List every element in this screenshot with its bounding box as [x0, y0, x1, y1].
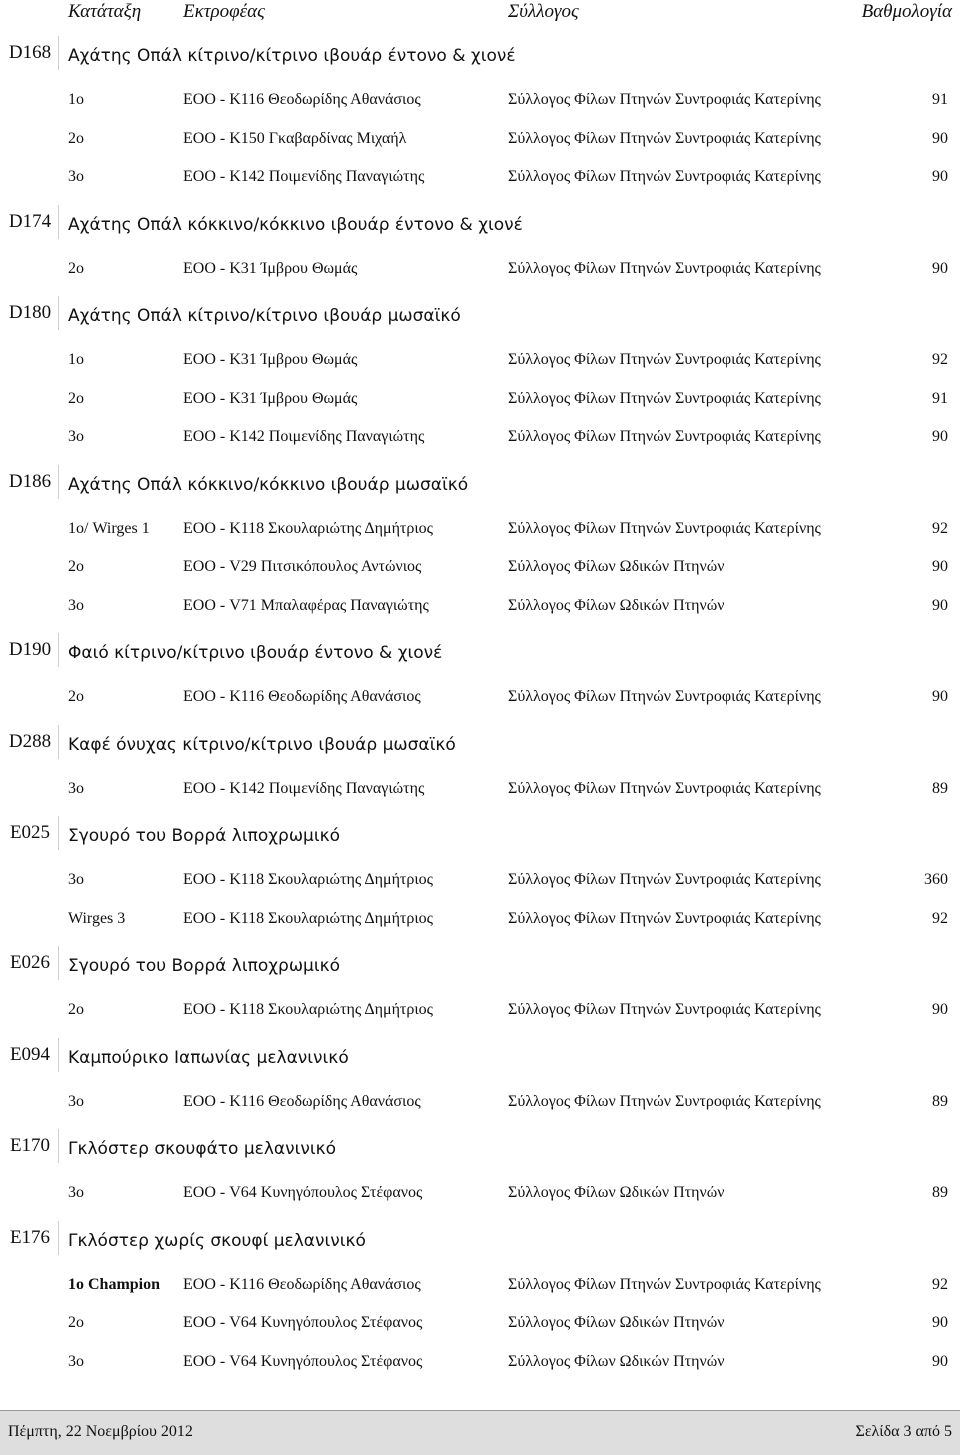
breeder-cell: ΕΟΟ - V64 Κυνηγόπουλος Στέφανος	[183, 1352, 423, 1370]
club-cell: Σύλλογος Φίλων Πτηνών Συντροφιάς Κατερίνης	[508, 871, 821, 888]
breeder-cell: ΕΟΟ - Κ116 Θεοδωρίδης Αθανάσιος	[183, 1092, 421, 1110]
result-row	[0, 901, 960, 940]
score-cell: 91	[932, 389, 948, 407]
club-cell: Σύλλογος Φίλων Πτηνών Συντροφιάς Κατερίνης	[508, 91, 821, 108]
score-cell: 92	[932, 519, 948, 537]
category-title: Φαιό κίτρινο/κίτρινο ιβουάρ έντονο & χιονέ	[68, 643, 443, 663]
club-cell: Σύλλογος Φίλων Πτηνών Συντροφιάς Κατερίνης	[508, 1275, 821, 1293]
result-row	[0, 511, 960, 550]
category-code: D186	[2, 465, 59, 499]
category-header	[0, 1129, 960, 1175]
score-cell: 91	[932, 91, 948, 108]
score-cell: 92	[932, 351, 948, 368]
breeder-cell: ΕΟΟ - V64 Κυνηγόπουλος Στέφανος	[183, 1184, 423, 1201]
breeder-cell: ΕΟΟ - Κ118 Σκουλαριώτης Δημήτριος	[183, 519, 433, 537]
club-cell: Σύλλογος Φίλων Πτηνών Συντροφιάς Κατερίνης	[508, 351, 821, 368]
club-cell: Σύλλογος Φίλων Πτηνών Συντροφιάς Κατερίνης	[508, 129, 821, 147]
result-row	[0, 771, 960, 810]
place-cell: 3ο	[68, 1184, 84, 1201]
club-cell: Σύλλογος Φίλων Πτηνών Συντροφιάς Κατερίνης	[508, 779, 821, 797]
result-row	[0, 1344, 960, 1383]
result-row	[0, 381, 960, 420]
place-cell: 2ο	[68, 558, 84, 575]
score-cell: 89	[932, 1184, 948, 1201]
category-title: Αχάτης Οπάλ κόκκινο/κόκκινο ιβουάρ έντονο & χιονέ	[68, 214, 523, 235]
category-header	[0, 816, 960, 862]
category-header	[0, 465, 960, 511]
breeder-cell: ΕΟΟ - Κ118 Σκουλαριώτης Δημήτριος	[183, 871, 433, 888]
club-cell: Σύλλογος Φίλων Πτηνών Συντροφιάς Κατερίνης	[508, 909, 821, 927]
place-cell: 2ο	[68, 1314, 84, 1331]
category-title: Αχάτης Οπάλ κόκκινο/κόκκινο ιβουάρ μωσαϊκό	[68, 474, 469, 495]
score-cell: 89	[932, 779, 948, 797]
category-title: Σγουρό του Βορρά λιποχρωμικό	[68, 956, 341, 976]
category-code: E025	[2, 816, 59, 850]
category-section	[0, 296, 960, 458]
club-cell: Σύλλογος Φίλων Πτηνών Συντροφιάς Κατερίνης	[508, 1001, 821, 1018]
place-cell: 2ο	[68, 688, 84, 705]
breeder-cell: ΕΟΟ - Κ116 Θεοδωρίδης Αθανάσιος	[183, 91, 421, 108]
result-row	[0, 679, 960, 718]
score-cell: 92	[932, 1275, 948, 1293]
category-section	[0, 205, 960, 290]
result-row	[0, 1175, 960, 1214]
breeder-cell: ΕΟΟ - V71 Μπαλαφέρας Παναγιώτης	[183, 596, 429, 614]
category-title: Αχάτης Οπάλ κίτρινο/κίτρινο ιβουάρ μωσαϊκό	[68, 306, 461, 326]
category-section	[0, 1038, 960, 1123]
category-code: D288	[2, 725, 59, 759]
place-cell: 3ο	[68, 428, 84, 445]
category-code: E026	[2, 946, 59, 980]
category-section	[0, 633, 960, 718]
club-cell: Σύλλογος Φίλων Ωδικών Πτηνών	[508, 1314, 725, 1331]
place-cell: 2ο	[68, 259, 84, 277]
place-cell: 3ο	[68, 871, 84, 888]
category-code: D180	[2, 296, 59, 330]
category-header	[0, 633, 960, 679]
result-row	[0, 82, 960, 121]
result-row	[0, 251, 960, 290]
score-cell: 90	[932, 129, 948, 147]
breeder-cell: ΕΟΟ - Κ116 Θεοδωρίδης Αθανάσιος	[183, 1275, 421, 1293]
score-cell: 90	[932, 259, 948, 277]
result-row	[0, 159, 960, 198]
score-cell: 90	[932, 428, 948, 445]
category-section	[0, 725, 960, 810]
category-section	[0, 1129, 960, 1214]
category-title: Καμπούρικο Ιαπωνίας μελανινικό	[68, 1047, 349, 1068]
club-cell: Σύλλογος Φίλων Πτηνών Συντροφιάς Κατερίνης	[508, 428, 821, 445]
category-header	[0, 946, 960, 992]
breeder-cell: ΕΟΟ - V64 Κυνηγόπουλος Στέφανος	[183, 1314, 423, 1331]
category-section	[0, 36, 960, 198]
club-cell: Σύλλογος Φίλων Πτηνών Συντροφιάς Κατερίνης	[508, 519, 821, 537]
score-cell: 90	[932, 558, 948, 575]
score-cell: 90	[932, 1314, 948, 1331]
result-row	[0, 419, 960, 458]
category-header	[0, 36, 960, 82]
header-breeder: Εκτροφέας	[183, 1, 265, 22]
results-list	[0, 36, 960, 1382]
club-cell: Σύλλογος Φίλων Πτηνών Συντροφιάς Κατερίνης	[508, 688, 821, 705]
category-title: Γκλόστερ σκουφάτο μελανινικό	[68, 1139, 337, 1159]
category-title: Αχάτης Οπάλ κίτρινο/κίτρινο ιβουάρ έντονο & χιονέ	[68, 46, 516, 66]
place-cell: 3ο	[68, 168, 84, 185]
category-code: D190	[2, 633, 59, 667]
breeder-cell: ΕΟΟ - Κ142 Ποιμενίδης Παναγιώτης	[183, 779, 425, 797]
breeder-cell: ΕΟΟ - V29 Πιτσικόπουλος Αντώνιος	[183, 558, 422, 575]
place-cell: 3ο	[68, 1092, 84, 1110]
club-cell: Σύλλογος Φίλων Πτηνών Συντροφιάς Κατερίνης	[508, 1092, 821, 1110]
place-cell: Wirges 3	[68, 909, 126, 927]
place-cell: 1ο	[68, 91, 84, 108]
place-cell: 1ο Champion	[68, 1275, 161, 1293]
score-cell: 90	[932, 1352, 948, 1370]
page-footer	[0, 1410, 960, 1455]
club-cell: Σύλλογος Φίλων Ωδικών Πτηνών	[508, 1184, 725, 1201]
category-header	[0, 296, 960, 342]
score-cell: 90	[932, 1001, 948, 1018]
breeder-cell: ΕΟΟ - Κ118 Σκουλαριώτης Δημήτριος	[183, 909, 433, 927]
category-title: Γκλόστερ χωρίς σκουφί μελανινικό	[68, 1230, 366, 1251]
category-section	[0, 1221, 960, 1383]
category-code: D174	[2, 205, 59, 239]
category-header	[0, 1221, 960, 1267]
category-header	[0, 725, 960, 771]
breeder-cell: ΕΟΟ - Κ142 Ποιμενίδης Παναγιώτης	[183, 428, 425, 445]
place-cell: 1ο	[68, 351, 84, 368]
club-cell: Σύλλογος Φίλων Πτηνών Συντροφιάς Κατερίνης	[508, 168, 821, 185]
header-club: Σύλλογος	[508, 1, 579, 22]
result-row	[0, 1084, 960, 1123]
result-row	[0, 1267, 960, 1306]
category-code: E094	[2, 1038, 59, 1072]
result-row	[0, 342, 960, 381]
result-row	[0, 862, 960, 901]
result-row	[0, 1305, 960, 1344]
category-section	[0, 946, 960, 1031]
breeder-cell: ΕΟΟ - Κ142 Ποιμενίδης Παναγιώτης	[183, 168, 425, 185]
place-cell: 2ο	[68, 389, 84, 407]
breeder-cell: ΕΟΟ - Κ116 Θεοδωρίδης Αθανάσιος	[183, 688, 421, 705]
place-cell: 3ο	[68, 779, 84, 797]
category-code: E176	[2, 1221, 59, 1255]
column-header	[0, 0, 960, 26]
category-header	[0, 205, 960, 251]
category-header	[0, 1038, 960, 1084]
score-cell: 92	[932, 909, 948, 927]
club-cell: Σύλλογος Φίλων Πτηνών Συντροφιάς Κατερίνης	[508, 389, 821, 407]
category-section	[0, 816, 960, 939]
score-cell: 90	[932, 168, 948, 185]
category-title: Καφέ όνυχας κίτρινο/κίτρινο ιβουάρ μωσαϊκό	[68, 734, 456, 755]
breeder-cell: ΕΟΟ - Κ150 Γκαβαρδίνας Μιχαήλ	[183, 129, 407, 147]
score-cell: 90	[932, 596, 948, 614]
header-ranking: Κατάταξη	[68, 1, 142, 22]
club-cell: Σύλλογος Φίλων Ωδικών Πτηνών	[508, 596, 725, 614]
place-cell: 2ο	[68, 129, 84, 147]
result-row	[0, 992, 960, 1031]
result-row	[0, 549, 960, 588]
category-title: Σγουρό του Βορρά λιποχρωμικό	[68, 826, 341, 846]
score-cell: 360	[924, 871, 948, 888]
score-cell: 89	[932, 1092, 948, 1110]
place-cell: 2ο	[68, 1001, 84, 1018]
place-cell: 3ο	[68, 596, 84, 614]
footer-page-number: Σελίδα 3 από 5	[855, 1423, 952, 1440]
club-cell: Σύλλογος Φίλων Ωδικών Πτηνών	[508, 1352, 725, 1370]
result-row	[0, 121, 960, 160]
breeder-cell: ΕΟΟ - Κ31 Ίμβρου Θωμάς	[183, 259, 358, 277]
category-code: E170	[2, 1129, 59, 1163]
category-section	[0, 465, 960, 627]
result-row	[0, 588, 960, 627]
club-cell: Σύλλογος Φίλων Πτηνών Συντροφιάς Κατερίνης	[508, 259, 821, 277]
club-cell: Σύλλογος Φίλων Ωδικών Πτηνών	[508, 558, 725, 575]
breeder-cell: ΕΟΟ - Κ31 Ίμβρου Θωμάς	[183, 351, 358, 368]
place-cell: 3ο	[68, 1352, 84, 1370]
category-code: D168	[2, 36, 59, 70]
header-score: Βαθμολογία	[861, 1, 952, 22]
footer-date: Πέμπτη, 22 Νοεμβρίου 2012	[8, 1423, 193, 1440]
breeder-cell: ΕΟΟ - Κ31 Ίμβρου Θωμάς	[183, 389, 358, 407]
score-cell: 90	[932, 688, 948, 705]
breeder-cell: ΕΟΟ - Κ118 Σκουλαριώτης Δημήτριος	[183, 1001, 433, 1018]
place-cell: 1ο/ Wirges 1	[68, 519, 150, 537]
